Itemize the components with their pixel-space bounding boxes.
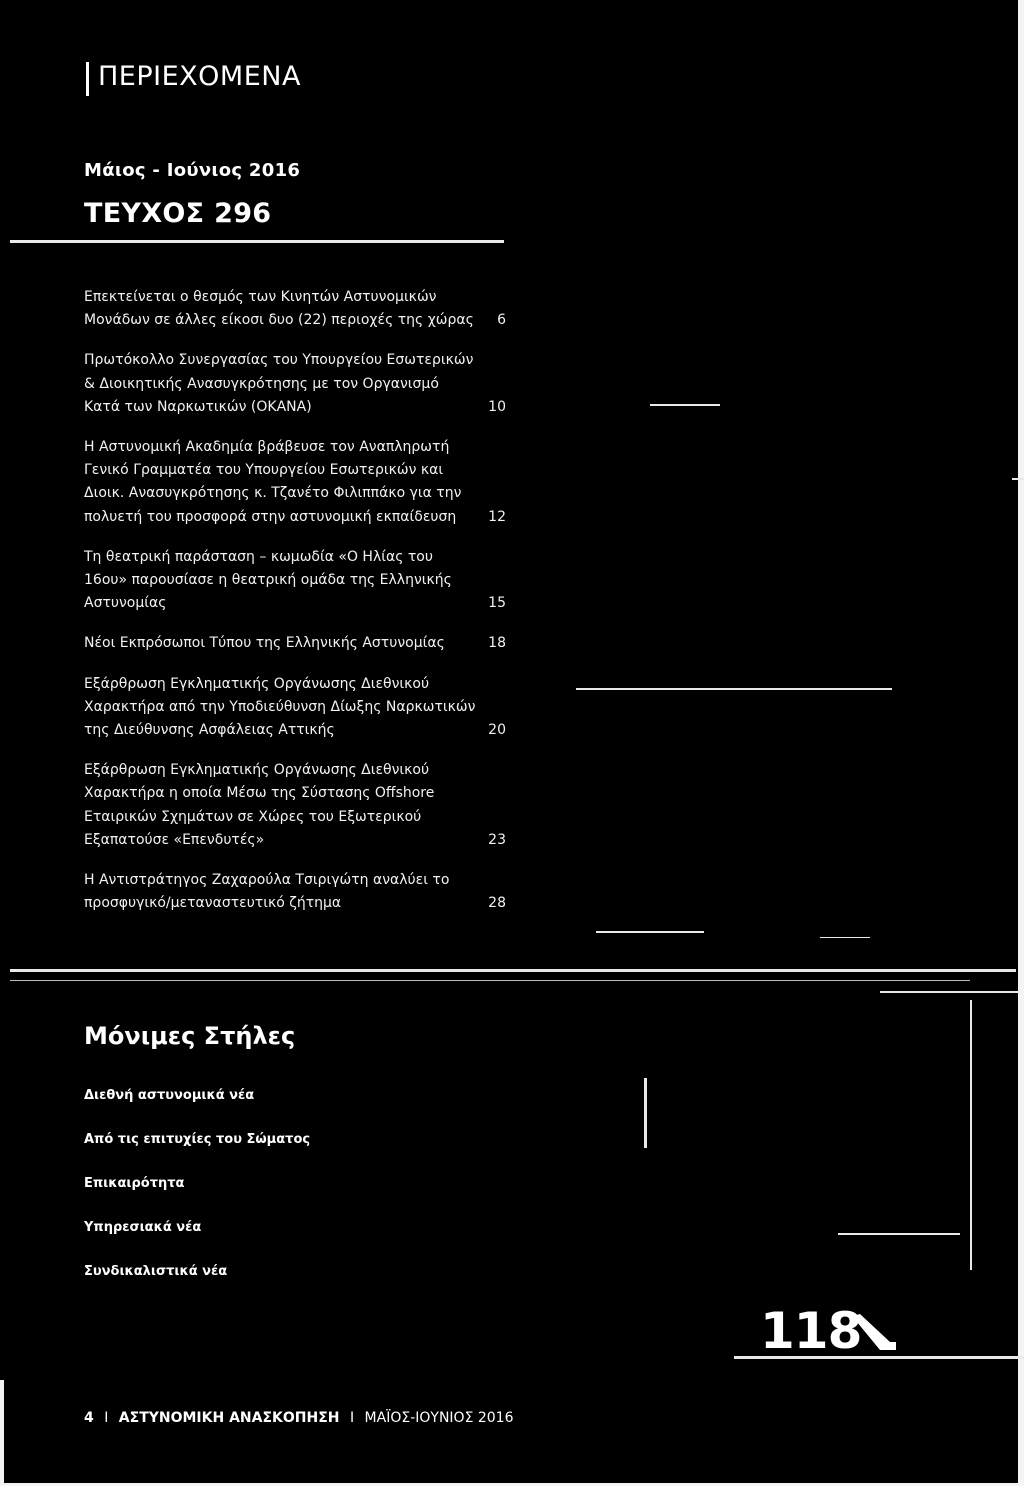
permanent-columns-list [84, 1085, 310, 1305]
footer-separator: I [349, 1410, 355, 1426]
toc-entry-title: Η Αστυνομική Ακαδημία βράβευσε τον Αναπληρωτή Γενικό Γραμματέα του Υπουργείου Εσωτερικών και Διοικ. Ανασυγκρότησης κ. Τζανέτο Φιλιππάκο για την πολυετή του προσφορά στην αστυνομική εκπαίδευση [84, 439, 462, 525]
section-title: ΠΕΡΙΕΧΟΜΕΝΑ [98, 61, 301, 92]
side-rule-5 [1012, 478, 1024, 480]
toc-entry[interactable] [84, 436, 506, 529]
page-footer [84, 1410, 514, 1426]
toc-entry-page: 12 [488, 508, 506, 525]
side-rule-3 [596, 931, 704, 933]
toc-entry[interactable] [84, 759, 506, 852]
diagonal-mark-icon [850, 1312, 898, 1352]
page-edge-right [1018, 0, 1024, 1486]
toc-entry[interactable] [84, 349, 506, 419]
columns-side-rule [838, 1233, 960, 1235]
permanent-columns-title: Μόνιμες Στήλες [84, 1022, 296, 1050]
side-rule-4 [820, 937, 870, 938]
section-title-bar [86, 62, 89, 96]
toc-entry-page: 28 [488, 895, 506, 912]
page-edge-left [0, 1380, 4, 1486]
issue-date: Μάιος - Ιούνιος 2016 [84, 160, 301, 181]
toc-entry-page: 15 [488, 595, 506, 612]
column-item[interactable]: Από τις επιτυχίες του Σώματος [84, 1132, 311, 1147]
toc-entry-title: Επεκτείνεται ο θεσμός των Κινητών Αστυνομικών Μονάδων σε άλλες είκοσι δυο (22) περιοχές της χώρας [84, 289, 474, 329]
toc-entry-title: Εξάρθρωση Εγκληματικής Οργάνωσης Διεθνικού Χαρακτήρα η οποία Μέσω της Σύστασης Offshore Εταιρικών Σχημάτων σε Χώρες του Εξωτερικού Εξαπατούσε «Επενδυτές» [84, 762, 435, 848]
toc-entry[interactable] [84, 632, 506, 655]
table-of-contents [84, 286, 506, 932]
toc-entry-page: 20 [488, 722, 506, 739]
content-divider-thin [10, 980, 970, 981]
column-item[interactable]: Υπηρεσιακά νέα [84, 1220, 202, 1235]
toc-entry-page: 23 [488, 831, 506, 848]
column-item[interactable]: Διεθνή αστυνομικά νέα [84, 1088, 255, 1103]
badge-number: 118 [760, 1302, 862, 1360]
toc-entry-page: 18 [488, 635, 506, 652]
column-item[interactable]: Επικαιρότητα [84, 1176, 185, 1191]
toc-entry-title: Νέοι Εκπρόσωποι Τύπου της Ελληνικής Αστυνομίας [84, 635, 445, 652]
footer-magazine-name: ΑΣΤΥΝΟΜΙΚΗ ΑΝΑΣΚΟΠΗΣΗ [118, 1410, 340, 1426]
issue-number: ΤΕΥΧΟΣ 296 [84, 198, 272, 229]
toc-entry[interactable] [84, 673, 506, 743]
box-right-rule [970, 1000, 972, 1270]
toc-entry-page: 10 [488, 398, 506, 415]
header-divider [10, 240, 504, 243]
footer-separator: I [104, 1410, 109, 1426]
toc-entry-title: Η Αντιστράτηγος Ζαχαρούλα Τσιριγώτη αναλύει το προσφυγικό/μεταναστευτικό ζήτημα [84, 872, 450, 912]
side-rule-1 [650, 404, 720, 406]
columns-side-bar [644, 1078, 647, 1148]
footer-issue: ΜΑΪΟΣ-ΙΟΥΝΙΟΣ 2016 [364, 1410, 514, 1426]
toc-entry-title: Εξάρθρωση Εγκληματικής Οργάνωσης Διεθνικού Χαρακτήρα από την Υποδιεύθυνση Δίωξης Ναρκωτικών της Διεύθυνσης Ασφάλειας Αττικής [84, 675, 476, 739]
box-top-rule [880, 991, 1020, 993]
side-rule-2 [576, 688, 892, 690]
toc-entry[interactable] [84, 546, 506, 616]
toc-entry-title: Τη θεατρική παράσταση – κωμωδία «Ο Ηλίας του 16ου» παρουσίασε η θεατρική ομάδα της Ελληνικής Αστυνομίας [84, 548, 452, 612]
toc-entry-page: 6 [497, 312, 506, 329]
column-item[interactable]: Συνδικαλιστικά νέα [84, 1264, 228, 1279]
footer-page-number: 4 [84, 1410, 94, 1426]
toc-entry[interactable] [84, 869, 506, 915]
content-divider [10, 969, 1016, 972]
toc-entry-title: Πρωτόκολλο Συνεργασίας του Υπουργείου Εσωτερικών & Διοικητικής Ανασυγκρότησης με τον Οργανισμό Κατά των Ναρκωτικών (ΟΚΑΝΑ) [84, 352, 474, 415]
toc-entry[interactable] [84, 286, 506, 332]
